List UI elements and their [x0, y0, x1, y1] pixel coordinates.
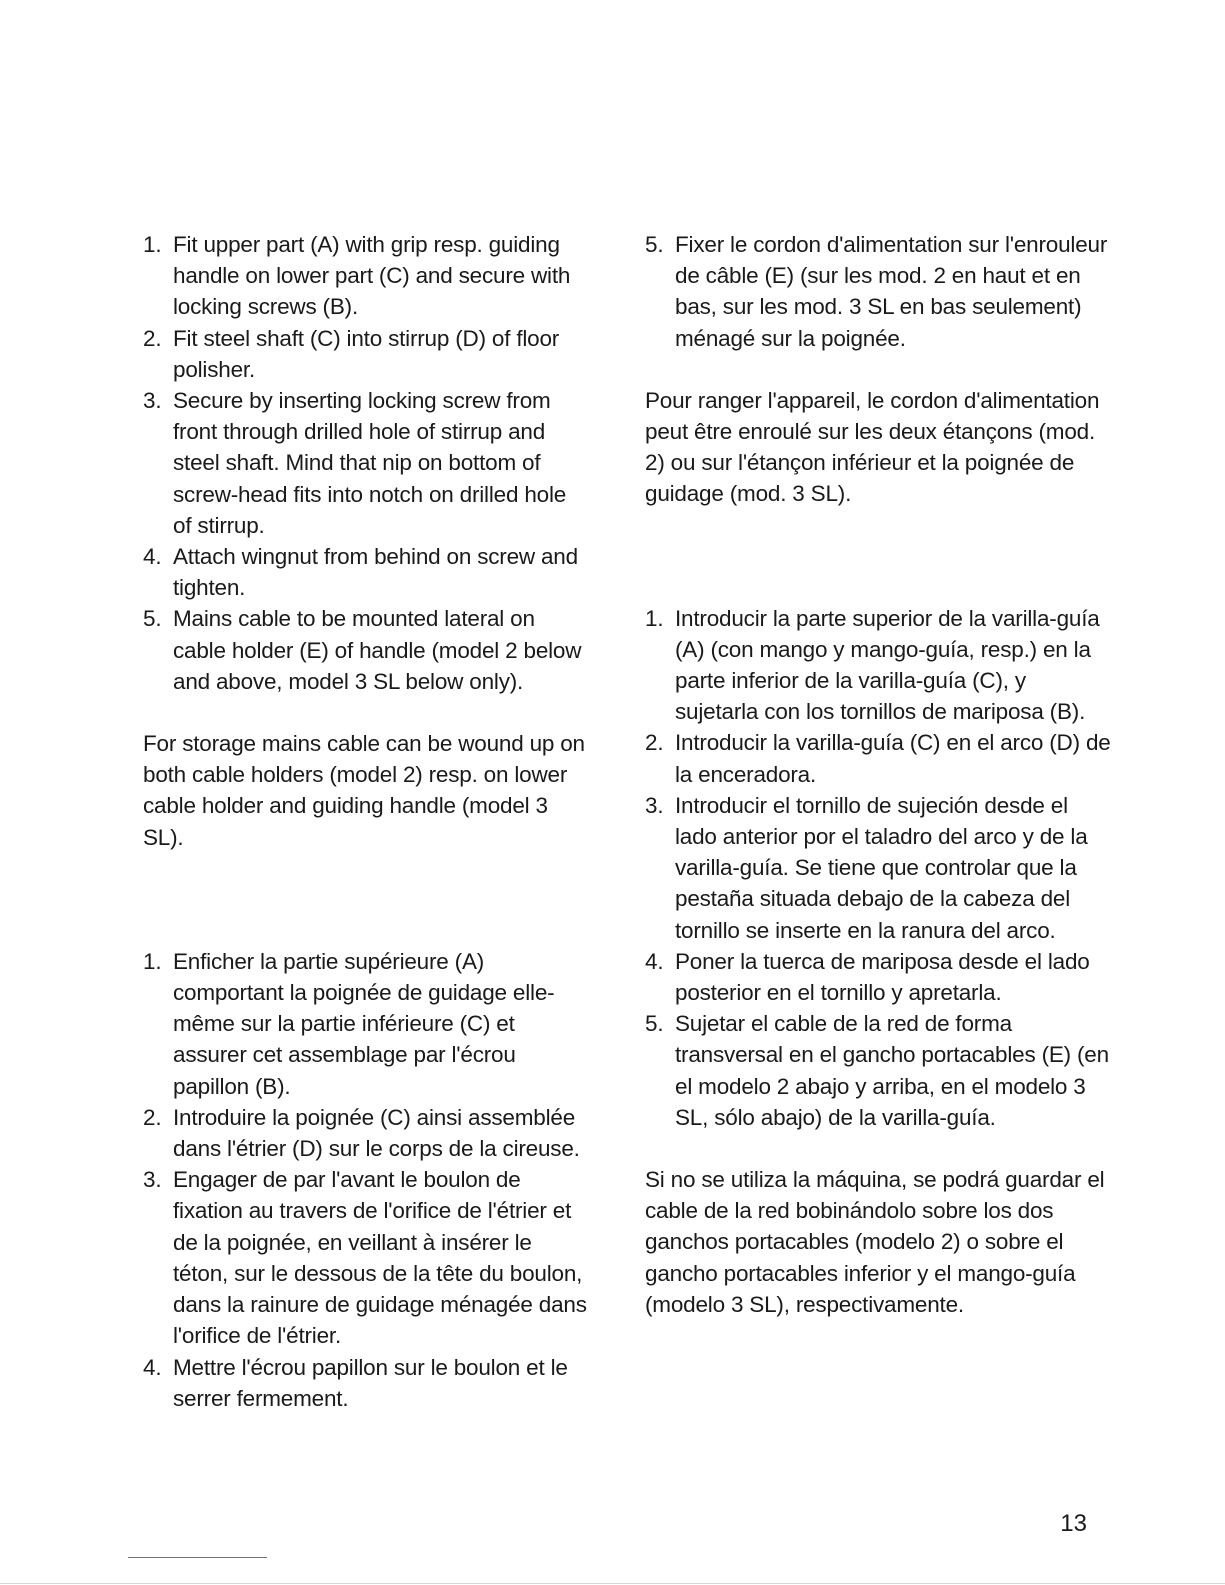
list-item: 4. Attach wingnut from behind on screw and tighten. [143, 544, 578, 601]
list-item: 2. Introduire la poignée (C) ainsi assemblée dans l'étrier (D) sur le corps de la cireuse. [143, 1104, 580, 1162]
bottom-divider-link [128, 1557, 267, 1558]
list-item: 3. Secure by inserting locking screw from front through drilled hole of stirrup and steel shaft. Mind that nip on bottom of screw-head fits into notch on drilled hole of stirrup. [143, 388, 567, 538]
page-number: 13 [1060, 1510, 1087, 1537]
list-item: 1. Fit upper part (A) with grip resp. guiding handle on lower part (C) and secure with locking screws (B). [143, 232, 571, 320]
left-column [143, 229, 588, 1414]
bottom-rule [0, 1583, 1225, 1584]
french-steps-part-2 [645, 229, 1115, 354]
french-storage-note: Pour ranger l'appareil, le cordon d'alimentation peut être enroulé sur les deux étançons (mod. 2) ou sur l'étançon inférieur et la poignée de guidage (mod. 3 SL). [645, 387, 1100, 507]
list-item: 4. Poner la tuerca de mariposa desde el lado posterior en el tornillo y apretarla. [645, 948, 1090, 1006]
list-item: 2. Introducir la varilla-guía (C) en el arco (D) de la enceradora. [645, 730, 1111, 787]
list-item: 2. Fit steel shaft (C) into stirrup (D) of floor polisher. [143, 325, 560, 382]
list-item: 5. Mains cable to be mounted lateral on cable holder (E) of handle (model 2 below and above, model 3 SL below only). [143, 606, 582, 694]
list-item: 5. Sujetar el cable de la red de forma transversal en el gancho portacables (E) (en el modelo 2 abajo y arriba, en el modelo 3 SL, sólo abajo) de la varilla-guía. [645, 1011, 1109, 1130]
french-steps-part-1 [143, 946, 588, 1414]
right-column [645, 229, 1115, 1320]
list-item: 4. Mettre l'écrou papillon sur le boulon et le serrer fermement. [143, 1354, 568, 1411]
list-item: 3. Introducir el tornillo de sujeción desde el lado anterior por el taladro del arco y de la varilla-guía. Se tiene que controlar que la pestaña situada debajo de la cabeza del tornillo se inserte en la ranura del arco. [645, 792, 1088, 943]
english-storage-note: For storage mains cable can be wound up on both cable holders (model 2) resp. on lower cable holder and guiding handle (model 3 SL). [143, 731, 585, 850]
list-item: 1. Enficher la partie supérieure (A) comportant la poignée de guidage elle-même sur la partie inférieure (C) et assurer cet assemblage par l'écrou papillon (B). [143, 948, 555, 1099]
english-steps [143, 229, 588, 697]
list-item: 1. Introducir la parte superior de la varilla-guía (A) (con mango y mango-guía, resp.) en la parte inferior de la varilla-guía (C), y sujetarla con los tornillos de mariposa (B). [645, 605, 1100, 725]
list-item: 5. Fixer le cordon d'alimentation sur l'enrouleur de câble (E) (sur les mod. 2 en haut et en bas, sur les mod. 3 SL en bas seulement) ménagé sur la poignée. [645, 232, 1108, 351]
spanish-storage-note: Si no se utiliza la máquina, se podrá guardar el cable de la red bobinándolo sobre los dos ganchos portacables (modelo 2) o sobre el gancho portacables inferior y el mango-guía (modelo 3 SL), respectivamente. [645, 1167, 1105, 1317]
spanish-steps [645, 603, 1115, 1133]
list-item: 3. Engager de par l'avant le boulon de fixation au travers de l'orifice de l'étrier et de la poignée, en veillant à insérer le téton, sur le dessous de la tête du boulon, dans la rainure de guidage ménagée dans l'orifice de l'étrier. [143, 1167, 587, 1349]
